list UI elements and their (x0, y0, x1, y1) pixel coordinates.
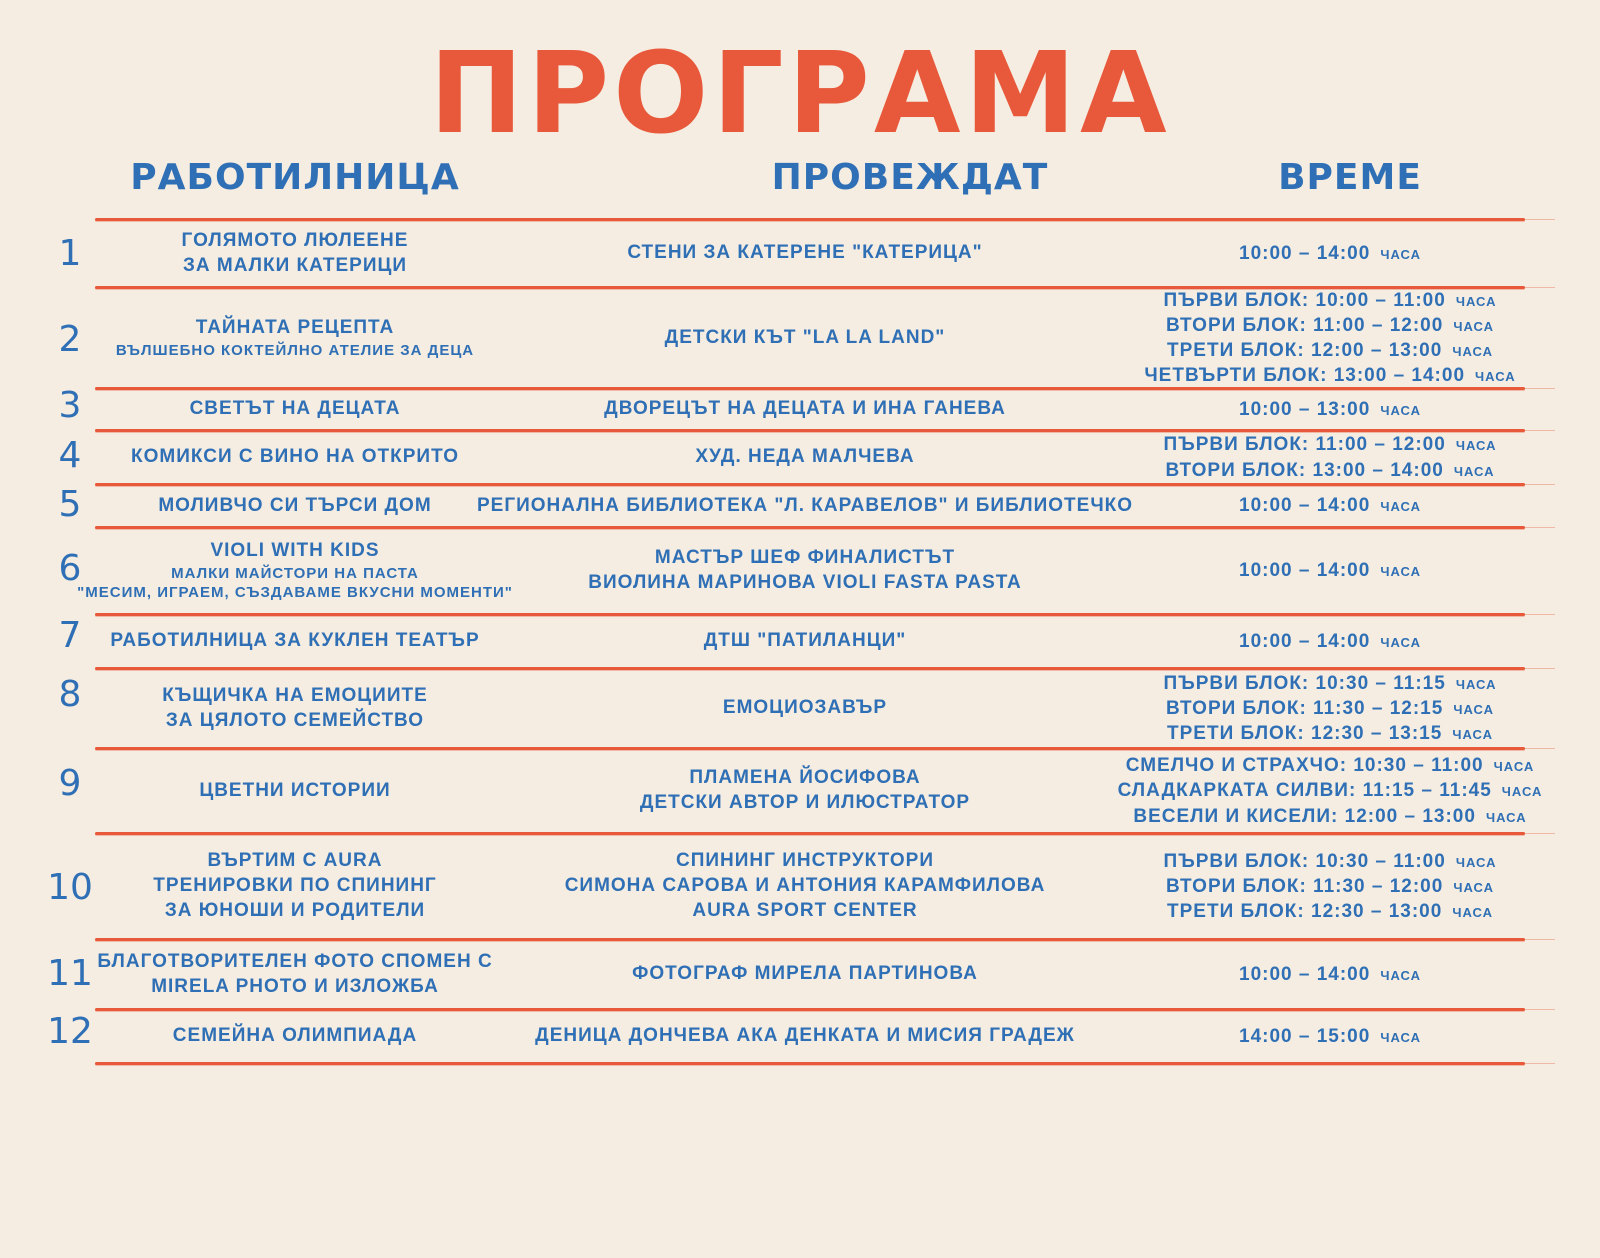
time-cell (1120, 432, 1540, 483)
row-number: 9 (58, 763, 82, 804)
table-row (0, 385, 1600, 429)
time-value: 10:00 – 14:00 (1239, 963, 1371, 985)
time-slot (1166, 696, 1494, 721)
workshop-cell (97, 941, 493, 1008)
host-cell-line: ФОТОГРАФ МИРЕЛА ПАРТИНОВА (632, 963, 978, 985)
workshop-cell-line: ГОЛЯМОТО ЛЮЛЕЕНЕ (181, 229, 409, 251)
time-value: 10:00 – 14:00 (1239, 242, 1371, 264)
table-row (0, 529, 1600, 613)
time-value: 10:00 – 14:00 (1239, 560, 1371, 582)
table-row (0, 221, 1600, 286)
time-slot (1166, 458, 1495, 483)
page-title: ПРОГРАМА (429, 29, 1171, 159)
host-cell (495, 432, 1115, 483)
time-slot (1166, 874, 1494, 899)
table-row (0, 289, 1600, 387)
time-value: ВТОРИ БЛОК: 13:00 – 14:00 (1165, 459, 1444, 481)
host-cell-line: ВИОЛИНА МАРИНОВА VIOLI FASTA PASTA (588, 572, 1022, 593)
time-value: СМЕЛЧО И СТРАХЧО: 10:30 – 11:00 (1125, 755, 1484, 777)
time-unit: ЧАСА (1453, 463, 1495, 479)
time-cell (1120, 670, 1540, 747)
host-cell (495, 941, 1115, 1008)
workshop-cell (100, 616, 490, 667)
time-unit: ЧАСА (1455, 293, 1497, 309)
time-slot (1164, 849, 1497, 874)
row-number: 6 (58, 548, 82, 589)
time-cell (1117, 750, 1543, 832)
host-cell-line: ДЕТСКИ АВТОР И ИЛЮСТРАТОР (639, 792, 971, 813)
workshop-cell-line: МОЛИВЧО СИ ТЪРСИ ДОМ (158, 494, 432, 516)
host-cell-line: ХУД. НЕДА МАЛЧЕВА (695, 446, 915, 468)
time-unit: ЧАСА (1453, 701, 1494, 717)
workshop-cell-line: СЕМЕЙНА ОЛИМПИАДА (172, 1025, 418, 1047)
time-slot (1239, 397, 1421, 422)
time-slot (1133, 804, 1526, 829)
host-cell (495, 670, 1115, 747)
row-number: 7 (58, 615, 82, 656)
workshop-cell-line: ЗА ЮНОШИ И РОДИТЕЛИ (164, 899, 426, 921)
time-slot (1164, 432, 1497, 457)
time-value: ТРЕТИ БЛОК: 12:30 – 13:00 (1167, 901, 1443, 923)
host-cell (495, 1011, 1115, 1062)
time-unit: ЧАСА (1452, 905, 1493, 921)
host-cell (495, 529, 1115, 613)
row-number: 1 (58, 233, 82, 274)
time-cell (1120, 486, 1540, 526)
workshop-cell (100, 750, 490, 832)
time-unit: ЧАСА (1452, 344, 1493, 359)
time-unit: ЧАСА (1380, 634, 1421, 650)
time-unit: ЧАСА (1380, 402, 1421, 418)
time-unit: ЧАСА (1455, 854, 1497, 870)
workshop-cell-line: ТРЕНИРОВКИ ПО СПИНИНГ (153, 875, 437, 897)
workshop-cell (100, 390, 490, 429)
time-unit: ЧАСА (1455, 438, 1497, 454)
host-cell-line: МАСТЪР ШЕФ ФИНАЛИСТЪТ (654, 547, 956, 569)
time-slot (1166, 313, 1494, 338)
time-unit: ЧАСА (1485, 809, 1527, 825)
table-row (0, 670, 1600, 747)
table-row (0, 750, 1600, 832)
time-unit: ЧАСА (1380, 564, 1421, 580)
time-value: ВТОРИ БЛОК: 11:30 – 12:00 (1166, 875, 1444, 897)
workshop-cell-line: ВЪЛШЕБНО КОКТЕЙЛНО АТЕЛИЕ ЗА ДЕЦА (115, 341, 475, 359)
time-unit: ЧАСА (1493, 759, 1535, 775)
time-unit: ЧАСА (1452, 727, 1493, 743)
workshop-cell-line: ВЪРТИМ С AURA (207, 850, 383, 872)
host-cell-line: СИМОНА САРОВА И АНТОНИЯ КАРАМФИЛОВА (564, 875, 1046, 897)
workshop-cell (100, 1011, 490, 1062)
column-header-time: ВРЕМЕ (1278, 157, 1422, 198)
row-number: 2 (58, 319, 82, 360)
time-value: 14:00 – 15:00 (1239, 1025, 1371, 1047)
time-cell (1120, 616, 1540, 667)
time-unit: ЧАСА (1380, 246, 1421, 262)
time-value: СЛАДКАРКАТА СИЛВИ: 11:15 – 11:45 (1117, 780, 1492, 802)
host-cell-line: РЕГИОНАЛНА БИБЛИОТЕКА "Л. КАРАВЕЛОВ" И БИБЛИОТЕЧКО (476, 494, 1134, 516)
host-cell (495, 390, 1115, 429)
workshop-cell-line: ЗА ЦЯЛОТО СЕМЕЙСТВО (165, 709, 425, 731)
workshop-cell-line: "МЕСИМ, ИГРАЕМ, СЪЗДАВАМЕ ВКУСНИ МОМЕНТИ" (77, 584, 513, 602)
host-cell-line: ЕМОЦИОЗАВЪР (722, 697, 888, 719)
time-cell (1120, 289, 1540, 387)
time-slot (1164, 671, 1497, 696)
time-value: 10:00 – 13:00 (1239, 398, 1371, 420)
workshop-cell-line: ЦВЕТНИ ИСТОРИИ (199, 779, 391, 801)
time-unit: ЧАСА (1453, 318, 1494, 334)
workshop-cell (100, 486, 490, 526)
time-cell (1120, 1011, 1540, 1062)
workshop-cell-line: КОМИКСИ С ВИНО НА ОТКРИТО (131, 446, 459, 468)
time-slot (1239, 493, 1421, 518)
time-value: ЧЕТВЪРТИ БЛОК: 13:00 – 14:00 (1144, 365, 1466, 387)
time-cell (1120, 390, 1540, 429)
row-number: 12 (47, 1011, 93, 1052)
time-cell (1120, 941, 1540, 1008)
row-number: 11 (47, 953, 93, 994)
row-number: 10 (47, 867, 93, 908)
time-value: ВТОРИ БЛОК: 11:00 – 12:00 (1166, 314, 1444, 336)
time-value: ВТОРИ БЛОК: 11:30 – 12:15 (1166, 697, 1444, 719)
host-cell-line: ДЕНИЦА ДОНЧЕВА АКА ДЕНКАТА И МИСИЯ ГРАДЕЖ (535, 1025, 1075, 1047)
table-row (0, 835, 1600, 938)
workshop-cell-line: СВЕТЪТ НА ДЕЦАТА (189, 398, 401, 420)
time-slot (1239, 962, 1421, 987)
time-slot (1239, 558, 1421, 583)
host-cell (495, 750, 1115, 832)
table-row (0, 1011, 1600, 1062)
workshop-cell-line: VIOLI WITH KIDS (210, 540, 380, 562)
time-unit: ЧАСА (1453, 879, 1494, 895)
host-cell-line: ДВОРЕЦЪТ НА ДЕЦАТА И ИНА ГАНЕВА (604, 398, 1006, 420)
time-unit: ЧАСА (1501, 784, 1543, 800)
workshop-cell (100, 289, 490, 387)
workshop-cell (77, 529, 513, 613)
column-header-workshop: РАБОТИЛНИЦА (130, 157, 460, 198)
host-cell-line: СПИНИНГ ИНСТРУКТОРИ (676, 850, 934, 872)
time-cell (1120, 835, 1540, 938)
workshop-cell-line: МАЛКИ МАЙСТОРИ НА ПАСТА (171, 564, 419, 582)
time-slot (1118, 778, 1543, 803)
workshop-cell-line: ЗА МАЛКИ КАТЕРИЦИ (182, 254, 408, 276)
time-value: ТРЕТИ БЛОК: 12:00 – 13:00 (1167, 340, 1443, 361)
table-row (0, 486, 1600, 526)
time-unit: ЧАСА (1380, 499, 1421, 515)
time-value: ПЪРВИ БЛОК: 11:00 – 12:00 (1163, 434, 1446, 456)
time-unit: ЧАСА (1380, 1029, 1421, 1045)
time-value: 10:00 – 14:00 (1239, 495, 1371, 517)
host-cell-line: ДЕТСКИ КЪТ "LA LA LAND" (664, 326, 946, 348)
host-cell-line: AURA SPORT CENTER (692, 899, 918, 921)
time-value: ТРЕТИ БЛОК: 12:30 – 13:15 (1167, 723, 1443, 745)
workshop-cell (100, 221, 490, 286)
time-slot (1239, 1024, 1421, 1049)
time-slot (1167, 721, 1493, 746)
row-number: 8 (58, 674, 82, 715)
time-slot (1239, 241, 1421, 266)
row-number: 4 (58, 435, 82, 476)
table-row (0, 616, 1600, 667)
time-unit: ЧАСА (1455, 676, 1497, 692)
time-value: ВЕСЕЛИ И КИСЕЛИ: 12:00 – 13:00 (1133, 805, 1476, 827)
column-header-host: ПРОВЕЖДАТ (771, 157, 1049, 198)
workshop-cell (100, 835, 490, 938)
time-value: ПЪРВИ БЛОК: 10:00 – 11:00 (1163, 289, 1446, 311)
host-cell-line: ДТШ "ПАТИЛАНЦИ" (703, 630, 907, 652)
workshop-cell-line: БЛАГОТВОРИТЕЛЕН ФОТО СПОМЕН С (97, 950, 493, 972)
time-value: ПЪРВИ БЛОК: 10:30 – 11:00 (1163, 850, 1446, 872)
host-cell (476, 486, 1134, 526)
workshop-cell (100, 432, 490, 483)
row-divider (95, 1062, 1525, 1065)
time-value: ПЪРВИ БЛОК: 10:30 – 11:15 (1163, 672, 1446, 694)
time-value: 10:00 – 14:00 (1239, 630, 1371, 652)
host-cell (495, 221, 1115, 286)
time-slot (1239, 629, 1421, 654)
time-unit: ЧАСА (1475, 369, 1516, 385)
row-number: 5 (58, 484, 82, 525)
workshop-cell-line: MIRELA PHOTO И ИЗЛОЖБА (151, 975, 439, 997)
table-row (0, 941, 1600, 1008)
time-cell (1120, 221, 1540, 286)
row-number: 3 (58, 385, 82, 426)
workshop-cell (100, 670, 490, 747)
time-slot (1126, 753, 1535, 778)
time-slot (1167, 338, 1493, 363)
workshop-cell-line: КЪЩИЧКА НА ЕМОЦИИТЕ (162, 684, 428, 706)
host-cell (495, 835, 1115, 938)
host-cell-line: ПЛАМЕНА ЙОСИФОВА (689, 767, 921, 789)
host-cell-line: СТЕНИ ЗА КАТЕРЕНЕ "КАТЕРИЦА" (627, 242, 983, 264)
time-slot (1144, 363, 1515, 388)
time-cell (1120, 529, 1540, 613)
time-slot (1164, 288, 1497, 313)
host-cell (495, 616, 1115, 667)
host-cell (495, 289, 1115, 387)
workshop-cell-line: РАБОТИЛНИЦА ЗА КУКЛЕН ТЕАТЪР (110, 630, 480, 652)
workshop-cell-line: ТАЙНАТА РЕЦЕПТА (195, 316, 395, 338)
table-row (0, 432, 1600, 483)
time-unit: ЧАСА (1380, 967, 1421, 983)
time-slot (1167, 899, 1493, 924)
